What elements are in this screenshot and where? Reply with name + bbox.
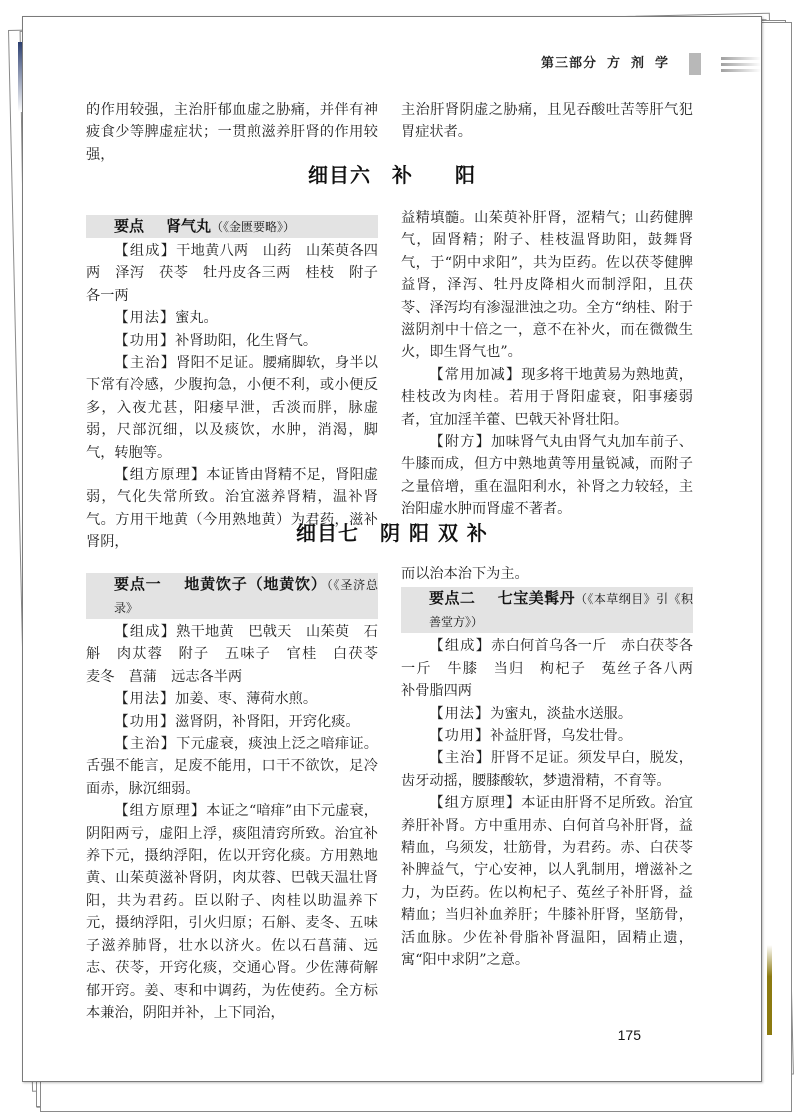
section-title-7: 细目七 阴 阳 双 补 (296, 521, 488, 545)
function: 【功用】补肾助阳，化生肾气。 (114, 332, 318, 349)
page-edge-decoration (767, 945, 772, 1035)
point-heading: 要点一 地黄饮子（地黄饮）（《圣济总录》 (86, 573, 378, 619)
function: 【功用】补益肝肾，乌发壮骨。 (429, 728, 633, 745)
composition: 【组成】干地黄八两 山药 山茱萸各四两 泽泻 茯苓 牡丹皮各三两 桂枝 附子各一两 (86, 243, 378, 304)
section6-left-column (86, 215, 378, 554)
point-heading: 要点二 七宝美髯丹（《本草纲目》引《积善堂方》） (401, 587, 693, 633)
part-label: 第三部分 (540, 56, 597, 71)
section7-right-column (401, 563, 708, 972)
page-number: 175 (617, 1027, 641, 1043)
appendix: 【附方】加味肾气丸由肾气丸加车前子、牛膝而成，但方中熟地黄等用量锐减，而附子之量倍增，重在温阳利水，补肾之力较轻，主治阳虚水肿而肾虚不著者。 (401, 434, 693, 518)
section-title-6: 细目六 补 阳 (308, 163, 476, 187)
modification: 【常用加减】现多将干地黄易为熟地黄，桂枝改为肉桂。若用于肾阳虚衰，阳事痿弱者，宜加淫羊藿、巴戟天补肾壮阳。 (401, 366, 693, 428)
usage: 【用法】加姜、枣、薄荷水煎。 (114, 691, 318, 708)
composition: 【组成】熟干地黄 巴戟天 山茱萸 石斛 肉苁蓉 附子 五味子 官桂 白茯苓 麦冬 菖蒲 远志各半两 (86, 624, 393, 685)
point-heading: 要点 肾气丸（《金匮要略》） (86, 215, 378, 238)
indication: 【主治】下元虚衰，痰浊上泛之喑痱证。舌强不能言，足废不能用，口干不欲饮，足冷面赤，脉沉细弱。 (86, 736, 378, 797)
usage: 【用法】为蜜丸，淡盐水送服。 (429, 705, 633, 722)
indication: 【主治】肝肾不足证。须发早白，脱发，齿牙动摇，腰膝酸软，梦遗滑精，不育等。 (401, 750, 693, 789)
principle-continued: 而以治本治下为主。 (401, 566, 529, 582)
running-head: 第三部分 方 剂 学 (540, 56, 669, 71)
function: 【功用】滋肾阴，补肾阳，开窍化痰。 (114, 713, 360, 730)
header-lines-icon (721, 57, 761, 73)
principle-continued: 益精填髓。山茱萸补肝肾，涩精气；山药健脾气，固肾精；附子、桂枝温肾助阳，鼓舞肾气，于“阴中求阳”，共为臣药。佐以茯苓健脾益肾，泽泻、牡丹皮降相火而制浮阳，且茯苓、泽泻均有渗湿泄浊之功。全方“纳桂、附于滋阴剂中十倍之一，意不在补火，而在微微生火，即生肾气也”。 (401, 210, 693, 361)
section6-right-column (401, 207, 693, 521)
principle: 【组方原理】本证之“喑痱”由下元虚衰，阴阳两亏，虚阳上浮，痰阻清窍所致。治宜补养下元，摄纳浮阳，佐以开窍化痰。方用熟地黄、山茱萸滋补肾阴，肉苁蓉、巴戟天温壮肾阳，共为君药。臣以附子、肉桂以助温养下元，摄纳浮阳，引火归原；石斛、麦冬、五味子滋养肺肾，壮水以济火。佐以石菖蒲、远志、茯苓，开窍化痰，交通心肾。少佐薄荷解郁开窍。姜、枣和中调药，为佐使药。全方标本兼治，阴阳并补，上下同治， (86, 803, 378, 1021)
section7-left-column (86, 573, 393, 1024)
top-left-text: 的作用较强，主治肝郁血虚之胁痛，并伴有神疲食少等脾虚症状；一贯煎滋养肝肾的作用较强， (86, 102, 378, 163)
book-page (22, 16, 762, 1082)
composition: 【组成】赤白何首乌各一斤 赤白茯苓各一斤 牛膝 当归 枸杞子 菟丝子各八两 补骨脂四两 (401, 638, 708, 700)
indication: 【主治】肾阳不足证。腰痛脚软，身半以下常有冷感，少腹拘急，小便不利，或小便反多，入夜尤甚，阳痿早泄，舌淡而胖，脉虚弱，尺部沉细，以及痰饮，水肿，消渴，脚气，转胞等。 (86, 355, 378, 461)
principle: 【组方原理】本证由肝肾不足所致。治宜养肝补肾。方中重用赤、白何首乌补肝肾，益精血，乌须发，壮筋骨，为君药。赤、白茯苓补脾益气，宁心安神，以人乳制用，增滋补之力，为臣药。佐以枸杞子、菟丝子补肝肾，益精血；当归补血养肝；牛膝补肝肾，坚筋骨，活血脉。少佐补骨脂补肾温阳，固精止遗，寓“阳中求阴”之意。 (401, 795, 693, 969)
usage: 【用法】蜜丸。 (114, 310, 218, 327)
header-bar-icon (689, 53, 701, 75)
top-right-text: 主治肝肾阴虚之胁痛，且见吞酸吐苦等肝气犯胃症状者。 (401, 102, 693, 141)
principle: 【组方原理】本证皆由肾精不足，肾阳虚弱，气化失常所致。治宜滋养肾精，温补肾气。方用干地黄（今用熟地黄）为君药，滋补肾阴， (86, 467, 378, 551)
